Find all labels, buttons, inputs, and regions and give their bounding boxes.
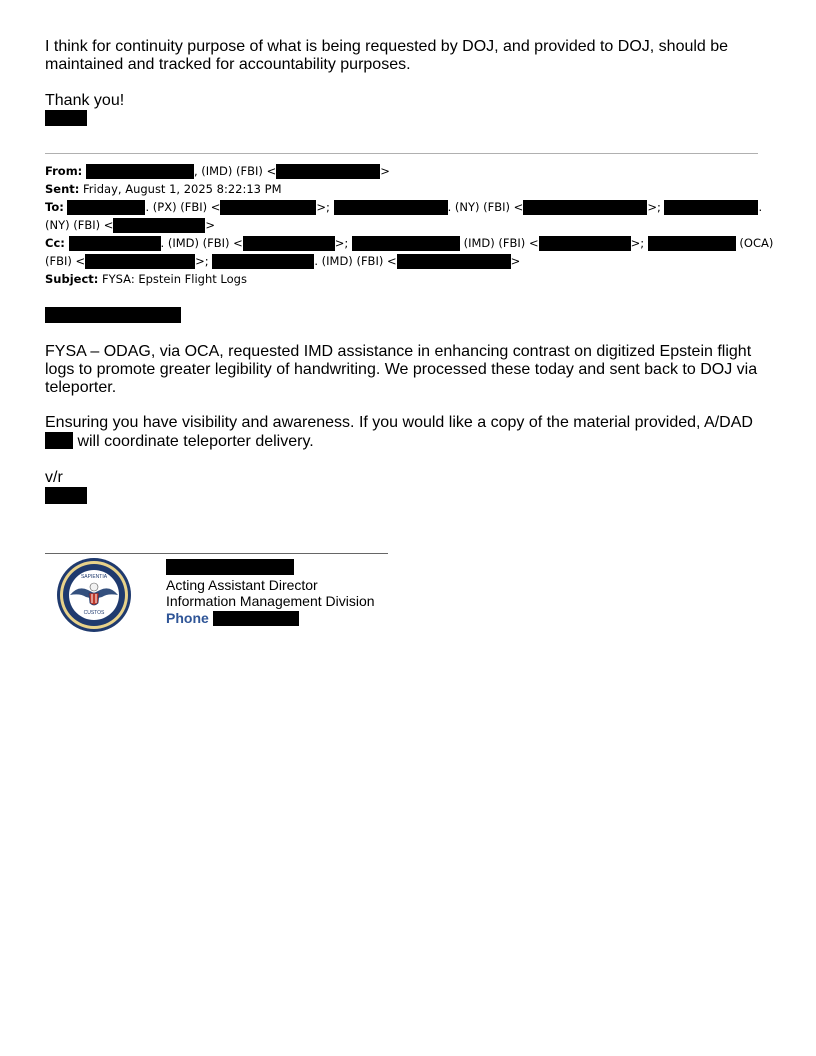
from-close: > xyxy=(380,164,390,178)
redacted-sender-name xyxy=(45,110,87,126)
cc-seg-1: . (IMD) (FBI) < xyxy=(160,236,243,250)
cc-seg-5: (OCA) xyxy=(735,236,774,250)
to-seg-2: >; xyxy=(316,200,330,214)
message-paragraph-2-line-1: Ensuring you have visibility and awareness. If you would like a copy of the material provided, A/DAD xyxy=(45,414,753,431)
redacted-cc-email-2 xyxy=(539,236,631,251)
header-divider xyxy=(45,153,758,154)
cc-seg-4: >; xyxy=(630,236,645,250)
sent-value: Friday, August 1, 2025 8:22:13 PM xyxy=(83,182,282,196)
quoted-paragraph: I think for continuity purpose of what is being requested by DOJ, and provided to DOJ, should be maintained and tracked for accountability purposes. xyxy=(45,38,729,73)
to-seg-1: . (PX) (FBI) < xyxy=(145,200,221,214)
cc-line-2 xyxy=(45,252,775,270)
redacted-to-name-2 xyxy=(334,200,448,215)
message-paragraph-2-text: will coordinate teleporter delivery. xyxy=(73,433,314,450)
signature-divider xyxy=(45,553,388,554)
sent-label: Sent: xyxy=(45,182,80,196)
to-line-2 xyxy=(45,216,775,234)
cc-line xyxy=(45,234,775,252)
subject-label: Subject: xyxy=(45,272,99,286)
redacted-to-email-2 xyxy=(523,200,647,215)
redacted-cc-email-4 xyxy=(397,254,511,269)
redacted-cc-email-1 xyxy=(243,236,335,251)
to-close: > xyxy=(205,218,216,232)
cc-label: Cc: xyxy=(45,236,65,250)
to-seg-5: . xyxy=(758,200,763,214)
to-label: To: xyxy=(45,200,64,214)
redacted-cc-name-3 xyxy=(648,236,736,251)
redacted-to-email-1 xyxy=(220,200,316,215)
signature-phone xyxy=(166,610,299,626)
cc-line2-seg-3: . (IMD) (FBI) < xyxy=(314,254,397,268)
redacted-cc-name-1 xyxy=(69,236,161,251)
to-line xyxy=(45,198,775,216)
from-line xyxy=(45,162,775,180)
closing-line: v/r xyxy=(45,469,63,486)
redacted-to-name-3 xyxy=(664,200,758,215)
email-header xyxy=(45,162,775,288)
redacted-cc-name-2 xyxy=(352,236,460,251)
redacted-cc-name-4 xyxy=(212,254,314,269)
phone-label: Phone xyxy=(166,610,209,626)
message-paragraph-1: FYSA – ODAG, via OCA, requested IMD assistance in enhancing contrast on digitized Epstein flight logs to promote greater legibility of handwriting. We processed these today and sent back to DOJ via teleporter. xyxy=(45,343,758,396)
sent-line xyxy=(45,180,775,198)
to-seg-3: . (NY) (FBI) < xyxy=(447,200,524,214)
redacted-to-name-1 xyxy=(67,200,145,215)
cc-line2-seg-2: >; xyxy=(195,254,209,268)
from-label: From: xyxy=(45,164,83,178)
redacted-phone-number xyxy=(213,611,299,626)
subject-value: FYSA: Epstein Flight Logs xyxy=(102,272,247,286)
to-line2-prefix: (NY) (FBI) < xyxy=(45,218,114,232)
subject-line xyxy=(45,270,775,288)
redacted-salutation xyxy=(45,307,181,323)
fbi-imd-seal-icon xyxy=(56,557,132,633)
cc-seg-2: >; xyxy=(334,236,349,250)
redacted-from-name xyxy=(86,164,194,179)
redacted-author-name xyxy=(45,487,87,504)
redacted-adad-name xyxy=(45,432,73,449)
redacted-cc-email-3 xyxy=(85,254,195,269)
thanks-line: Thank you! xyxy=(45,92,125,109)
signature-division: Information Management Division xyxy=(166,593,375,609)
seal-text-bottom: CUSTOS xyxy=(83,610,105,616)
redacted-to-email-3 xyxy=(113,218,205,233)
redacted-signer-name xyxy=(166,559,294,575)
seal-text-top: SAPIENTIA xyxy=(80,574,108,580)
message-paragraph-2-line-2 xyxy=(45,432,314,451)
cc-close: > xyxy=(510,254,521,268)
to-seg-4: >; xyxy=(647,200,661,214)
cc-line2-prefix: (FBI) < xyxy=(45,254,86,268)
signature-title: Acting Assistant Director xyxy=(166,577,318,593)
cc-seg-3: (IMD) (FBI) < xyxy=(459,236,539,250)
from-suffix: , (IMD) (FBI) < xyxy=(193,164,277,178)
redacted-from-email xyxy=(276,164,380,179)
